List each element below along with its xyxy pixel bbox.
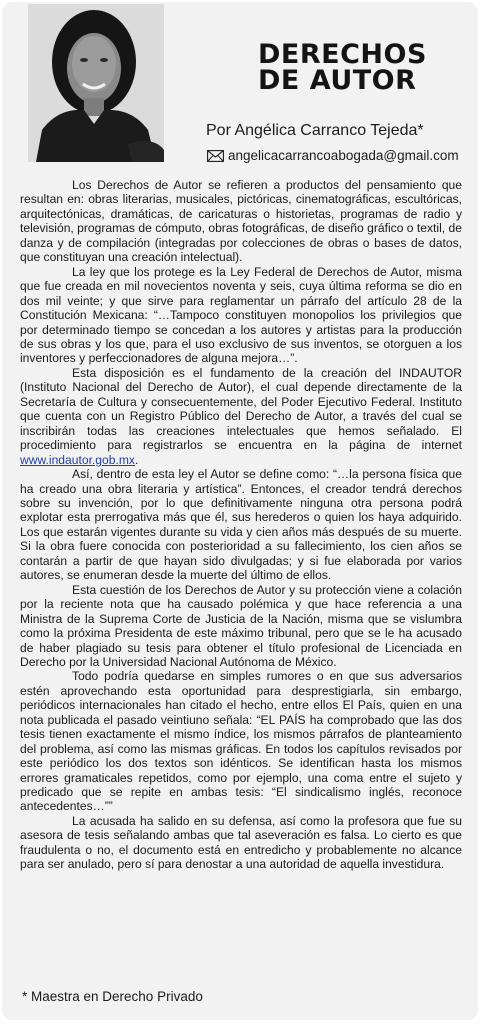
paragraph-1: Los Derechos de Autor se refieren a productos del pensamiento que resultan en: obras literarias, musicales, pictóricas, cinematográficas, escultóricas, arquitectónicas, dramáticas, de caricaturas o historietas, programas de radio y televisión, programas de cómputo, obras fotográficas, de diseño gráfico o textil, de danza y de compilación (integradas por colecciones de obras o bases de datos, que constituyan una creación intelectual). [20,178,462,265]
indautor-link[interactable]: www.indautor.gob.mx [20,452,135,467]
author-byline: Por Angélica Carranco Tejeda* [206,122,424,139]
paragraph-6: Todo podría quedarse en simples rumores o en que sus adversarios estén aprovechando esta oportunidad para desprestigiarla, sin embargo, periódicos internacionales han citado el hecho, entre ellos El País, quien en una nota publicada el pasado veintiuno señala: “EL PAÍS ha comprobado que las dos tesis tienen exactamente el mismo índice, los mismos párrafos de planteamiento del problema, así como las mismas gráficas. En todos los capítulos revisados por este periódico los dos textos son idénticos. Se identifican hasta los mismos errores gramaticales repetidos, como por ejemplo, una coma entre el sujeto y predicado que se repite en ambas tesis: “El sindicalismo inglés, reconoce antecedentes…”” [20,669,462,814]
author-photo [28,4,164,162]
envelope-icon [207,150,224,162]
author-email[interactable]: angelicacarrancoabogada@gmail.com [228,148,459,163]
article-title [258,39,427,96]
paragraph-3 [20,366,462,467]
footnote: * Maestra en Derecho Privado [22,989,203,1004]
author-email-row [207,148,477,163]
paragraph-5: Esta cuestión de los Derechos de Autor y su protección viene a colación por la reciente nota que ha causado polémica y que hace referencia a una Ministra de la Suprema Corte de Justicia de la Nación, misma que se vislumbra como la próxima Presidenta de este máximo tribunal, pero que se le ha acusado de haber plagiado su tesis para obtener el título profesional de Licenciada en Derecho por la Universidad Nacional Autónoma de México. [20,582,462,669]
title-line-2: DE AUTOR [258,65,417,96]
paragraph-2: La ley que los protege es la Ley Federal de Derechos de Autor, misma que fue creada en mil novecientos noventa y seis, cuya última reforma se dio en dos mil veinte; y que sirve para reglamentar un párrafo del artículo 28 de la Constitución Mexicana: “…Tampoco constituyen monopolios los privilegios que por determinado tiempo se concedan a los autores y artistas para la producción de sus obras y los que, para el uso exclusivo de sus inventos, se otorguen a los inventores y perfeccionadores de alguna mejora…”. [20,264,462,366]
title-line-1: DERECHOS [258,39,427,70]
paragraph-7: La acusada ha salido en su defensa, así como la profesora que fue su asesora de tesis señalando ambas que tal aseveración es falsa. Lo cierto es que fraudulenta o no, el documento está en entredicho y probablemente no alcance para ser anulado, pero sí para denostar a una autoridad de aquella investidura. [20,813,462,872]
paragraph-4: Así, dentro de esta ley el Autor se define como: “…la persona física que ha creado una obra literaria y artística”. Entonces, el creador tendrá derechos sobre su invención, por lo que definitivamente ninguna otra persona podrá explotar esta prerrogativa más que él, sus herederos o quien los haya adquirido. Los que estarán vigentes durante su vida y cien años más después de su muerte. Si la obra fuere conocida con posterioridad a su fallecimiento, los cien años se contarán a partir de que hayan sido divulgadas; y si fue elaborada por varios autores, se enumeran desde la muerte del último de ellos. [20,467,462,583]
article-body [20,178,462,872]
paragraph-3-end: . [134,452,139,467]
paragraph-3-text: Esta disposición es el fundamento de la creación del INDAUTOR (Instituto Nacional del Derecho de Autor), el cual depende directamente de la Secretaría de Cultura y consecuentemente, del Poder Ejecutivo Federal. Instituto que cuenta con un Registro Público del Derecho de Autor, a través del cual se inscribirán todas las creaciones intelectuales que hemos señalado. El procedimiento para registrarlos se encuentra en la página de internet [20,365,462,453]
